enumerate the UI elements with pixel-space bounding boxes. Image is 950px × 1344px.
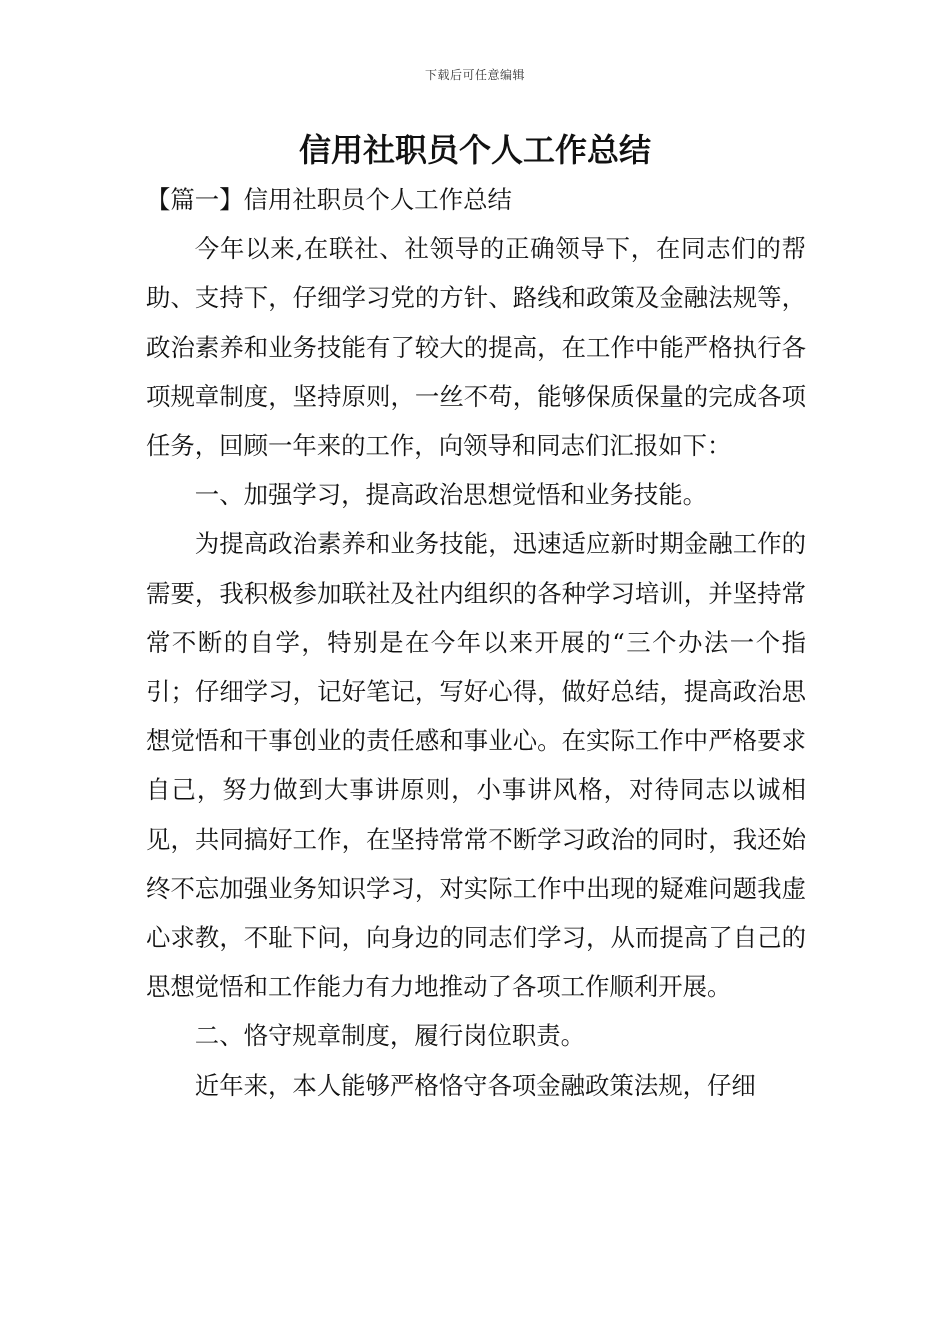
header-note: 下载后可任意编辑 [424,68,525,82]
paragraph-study: 为提高政治素养和业务技能，迅速适应新时期金融工作的需要，我积极参加联社及社内组织的各种学习培训，并坚持常常不断的自学，特别是在今年以来开展的“三个办法一个指引；仔细学习，记好笔记，写好心得，做好总结，提高政治思想觉悟和干事创业的责任感和事业心。在实际工作中严格要求自己，努力做到大事讲原则，小事讲风格，对待同志以诚相见，共同搞好工作，在坚持常常不断学习政治的同时，我还始终不忘加强业务知识学习，对实际工作中出现的疑难问题我虚心求教，不耻下问，向身边的同志们学习，从而提高了自己的思想觉悟和工作能力有力地推动了各项工作顺利开展。 [146,529,806,1002]
paragraph-rules: 近年来，本人能够严格恪守各项金融政策法规，仔细 [194,1070,756,1100]
paragraph-heading-2: 二、恪守规章制度，履行岗位职责。 [194,1021,586,1051]
section-heading: 【篇一】信用社职员个人工作总结 [146,185,512,214]
document-title: 信用社职员个人工作总结 [298,131,651,169]
paragraph-heading-1: 一、加强学习，提高政治思想觉悟和业务技能。 [194,480,708,510]
paragraph-intro: 今年以来,在联社、社领导的正确领导下，在同志们的帮助、支持下，仔细学习党的方针、路线和政策及金融法规等，政治素养和业务技能有了较大的提高，在工作中能严格执行各项规章制度，坚持原则，一丝不苟，能够保质保量的完成各项任务，回顾一年来的工作，向领导和同志们汇报如下： [146,234,806,461]
document-body [146,175,806,1110]
